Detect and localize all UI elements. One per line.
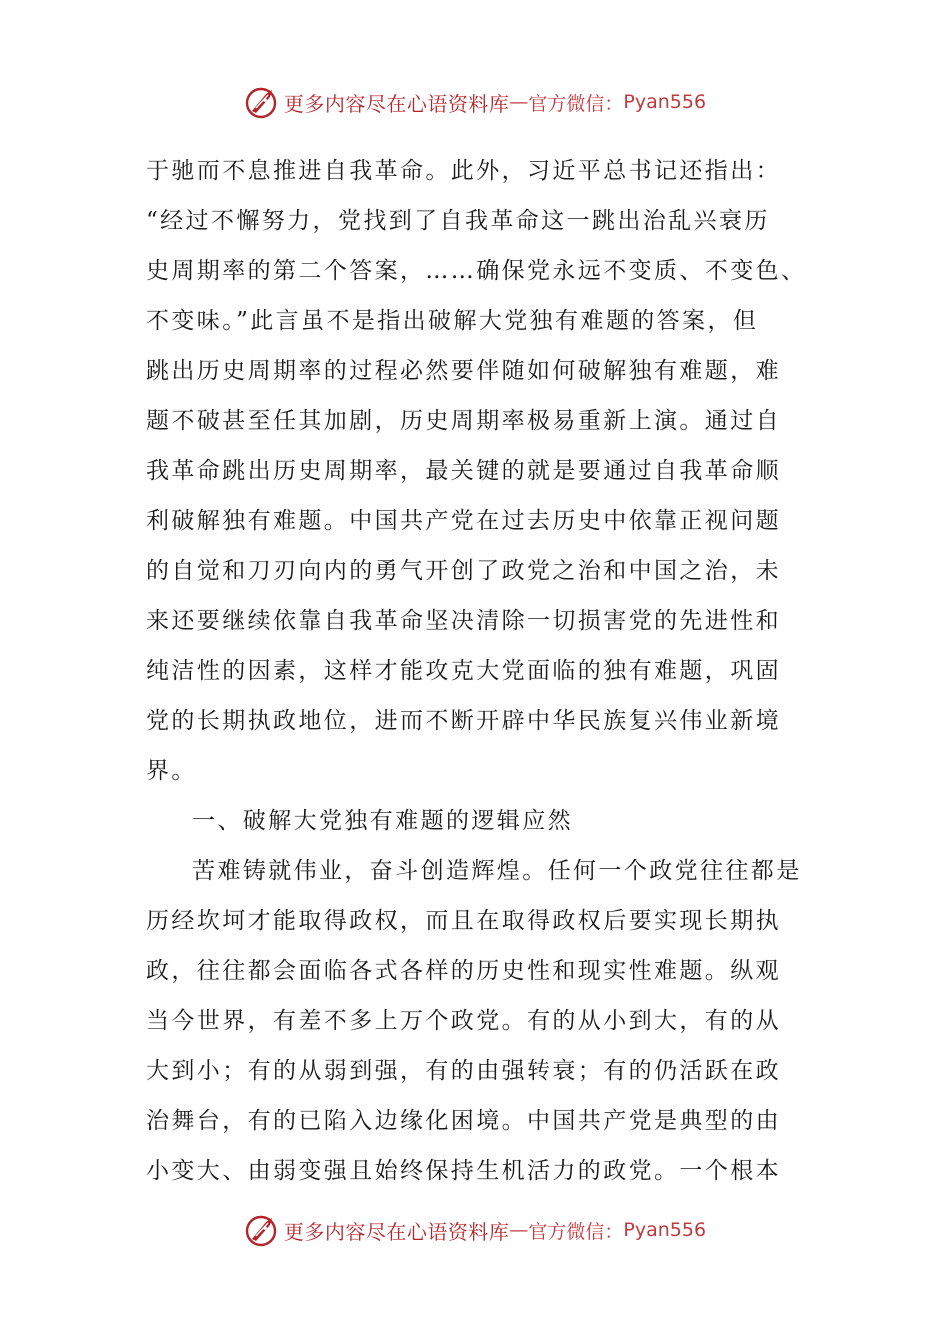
text-line: 苦难铸就伟业，奋斗创造辉煌。任何一个政党往往都是 — [192, 858, 802, 884]
banner-dash: — — [509, 1219, 529, 1241]
banner-title: 更多内容尽在心语资料库 — [283, 1219, 510, 1244]
text-line: 于驰而不息推进自我革命。此外，习近平总书记还指出： — [146, 158, 781, 184]
text-line: “经过不懈努力，党找到了自我革命这一跳出治乱兴衰历 — [146, 208, 770, 234]
text-line: 当今世界，有差不多上万个政党。有的从小到大，有的从 — [146, 1008, 781, 1034]
text-line: 治舞台，有的已陷入边缘化困境。中国共产党是典型的由 — [146, 1108, 781, 1134]
text-line: 跳出历史周期率的过程必然要伴随如何破解独有难题，难 — [146, 358, 781, 384]
text-line: 来还要继续依靠自我革命坚决清除一切损害党的先进性和 — [146, 608, 781, 634]
text-line: 党的长期执政地位，进而不断开辟中华民族复兴伟业新境 — [146, 708, 781, 734]
text-line: 不变味。”此言虽不是指出破解大党独有难题的答案，但 — [146, 308, 759, 334]
banner-wechat-id: Pyan556 — [623, 1219, 707, 1241]
text-line: 大到小；有的从弱到强，有的由强转衰；有的仍活跃在政 — [146, 1058, 781, 1084]
text-line: 我革命跳出历史周期率，最关键的就是要通过自我革命顺 — [146, 458, 781, 484]
text-line: 利破解独有难题。中国共产党在过去历史中依靠正视问题 — [146, 508, 781, 534]
text-line: 政，往往都会面临各式各样的历史性和现实性难题。纵观 — [146, 958, 781, 984]
banner-dash: — — [509, 91, 529, 113]
text-line: 史周期率的第二个答案，……确保党永远不变质、不变色、 — [146, 258, 807, 284]
text-line: 题不破甚至任其加剧，历史周期率极易重新上演。通过自 — [146, 408, 781, 434]
text-line: 历经坎坷才能取得政权，而且在取得政权后要实现长期执 — [146, 908, 781, 934]
banner-wechat-id: Pyan556 — [623, 91, 707, 113]
banner-wechat-label: 官方微信： — [528, 1220, 624, 1243]
banner-wechat-label: 官方微信： — [528, 92, 624, 115]
text-line: 的自觉和刀刃向内的勇气开创了政党之治和中国之治，未 — [146, 558, 781, 584]
footer-banner — [0, 1210, 950, 1250]
pen-nib-logo-icon — [244, 1212, 280, 1248]
document-body — [146, 146, 806, 1196]
text-line: 小变大、由弱变强且始终保持生机活力的政党。一个根本 — [146, 1158, 781, 1184]
section-heading: 一、破解大党独有难题的逻辑应然 — [192, 808, 573, 834]
text-line: 纯洁性的因素，这样才能攻克大党面临的独有难题，巩固 — [146, 658, 781, 684]
header-banner — [0, 82, 950, 122]
banner-title: 更多内容尽在心语资料库 — [283, 91, 510, 116]
pen-nib-logo-icon — [244, 84, 280, 120]
text-line: 界。 — [146, 758, 197, 784]
